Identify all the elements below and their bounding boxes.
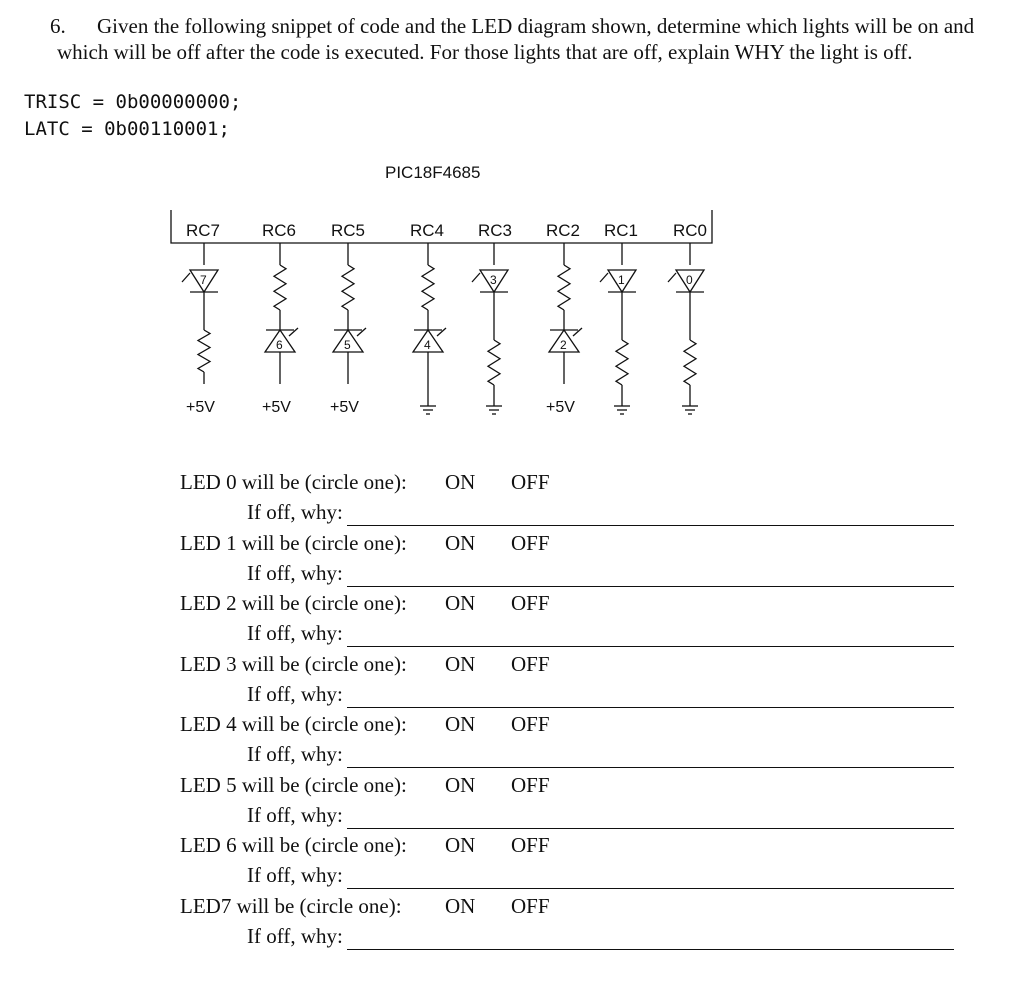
led-7-circuit — [182, 243, 218, 384]
resistor-1 — [616, 340, 628, 385]
resistor-0 — [684, 340, 696, 385]
led-5-why-label: If off, why: — [247, 803, 343, 827]
led-7-question — [180, 894, 960, 954]
led-5-prompt: LED 5 will be (circle one): — [180, 773, 407, 797]
led-7-on-option[interactable]: ON — [445, 894, 476, 918]
led-1-why-label: If off, why: — [247, 561, 343, 585]
led-6-number: 6 — [276, 338, 283, 352]
led-4-why-answer-line[interactable] — [347, 767, 954, 768]
led-6-why-answer-line[interactable] — [347, 888, 954, 889]
led-2-number: 2 — [560, 338, 567, 352]
led-5-on-option[interactable]: ON — [445, 773, 476, 797]
led-7-why-label: If off, why: — [247, 924, 343, 948]
led-4-why-label: If off, why: — [247, 742, 343, 766]
supply-label-rc2: +5V — [546, 399, 575, 416]
led-3-question — [180, 652, 960, 712]
resistor-6 — [274, 265, 286, 310]
led-5-off-option[interactable]: OFF — [511, 773, 550, 797]
led-4-circuit — [413, 243, 446, 414]
led-7-why-answer-line[interactable] — [347, 949, 954, 950]
led-5-question — [180, 773, 960, 833]
led-2-prompt: LED 2 will be (circle one): — [180, 591, 407, 615]
led-6-off-option[interactable]: OFF — [511, 833, 550, 857]
resistor-2 — [558, 265, 570, 310]
led-6-why-label: If off, why: — [247, 863, 343, 887]
led-4-off-option[interactable]: OFF — [511, 712, 550, 736]
led-0-question — [180, 470, 960, 530]
led-3-prompt: LED 3 will be (circle one): — [180, 652, 407, 676]
resistor-7 — [198, 330, 210, 372]
pin-label-rc3: RC3 — [478, 221, 513, 240]
led-7-number: 7 — [200, 273, 207, 287]
resistor-3 — [488, 340, 500, 385]
led-0-on-option[interactable]: ON — [445, 470, 476, 494]
led-1-prompt: LED 1 will be (circle one): — [180, 531, 407, 555]
led-0-why-answer-line[interactable] — [347, 525, 954, 526]
led-1-why-answer-line[interactable] — [347, 586, 954, 587]
question-text-line2: which will be off after the code is executed. For those lights that are off, explain WHY the light is off. — [57, 40, 913, 64]
led-3-on-option[interactable]: ON — [445, 652, 476, 676]
led-circuit-diagram — [0, 150, 1024, 440]
led-5-circuit — [333, 243, 366, 384]
led-2-why-answer-line[interactable] — [347, 646, 954, 647]
led-0-prompt: LED 0 will be (circle one): — [180, 470, 407, 494]
led-2-question — [180, 591, 960, 651]
led-3-why-answer-line[interactable] — [347, 707, 954, 708]
led-2-on-option[interactable]: ON — [445, 591, 476, 615]
led-0-off-option[interactable]: OFF — [511, 470, 550, 494]
led-1-on-option[interactable]: ON — [445, 531, 476, 555]
led-5-number: 5 — [344, 338, 351, 352]
code-line-trisc: TRISC = 0b00000000; — [24, 91, 242, 113]
led-7-off-option[interactable]: OFF — [511, 894, 550, 918]
led-3-why-label: If off, why: — [247, 682, 343, 706]
pin-label-rc5: RC5 — [331, 221, 366, 240]
led-4-on-option[interactable]: ON — [445, 712, 476, 736]
supply-label-rc7: +5V — [186, 399, 215, 416]
led-2-why-label: If off, why: — [247, 621, 343, 645]
pin-label-rc7: RC7 — [186, 221, 221, 240]
pin-label-rc6: RC6 — [262, 221, 297, 240]
led-6-prompt: LED 6 will be (circle one): — [180, 833, 407, 857]
question-text-line1: Given the following snippet of code and the LED diagram shown, determine which lights will be on and — [97, 14, 975, 38]
pin-label-rc1: RC1 — [604, 221, 639, 240]
led-1-off-option[interactable]: OFF — [511, 531, 550, 555]
led-6-on-option[interactable]: ON — [445, 833, 476, 857]
led-4-number: 4 — [424, 338, 431, 352]
led-3-circuit — [472, 243, 508, 414]
question-number: 6. — [50, 14, 66, 38]
led-0-why-label: If off, why: — [247, 500, 343, 524]
led-6-circuit — [265, 243, 298, 384]
led-3-number: 3 — [490, 273, 497, 287]
led-1-number: 1 — [618, 273, 625, 287]
supply-label-rc6: +5V — [262, 399, 291, 416]
pin-label-rc0: RC0 — [673, 221, 708, 240]
resistor-4 — [422, 265, 434, 310]
resistor-5 — [342, 265, 354, 310]
led-0-circuit — [668, 243, 704, 414]
pin-label-rc4: RC4 — [410, 221, 445, 240]
led-1-circuit — [600, 243, 636, 414]
led-3-off-option[interactable]: OFF — [511, 652, 550, 676]
supply-label-rc5: +5V — [330, 399, 359, 416]
led-4-prompt: LED 4 will be (circle one): — [180, 712, 407, 736]
code-line-latc: LATC = 0b00110001; — [24, 118, 230, 140]
led-2-circuit — [549, 243, 582, 384]
led-6-question — [180, 833, 960, 893]
led-4-question — [180, 712, 960, 772]
pin-label-rc2: RC2 — [546, 221, 581, 240]
led-5-why-answer-line[interactable] — [347, 828, 954, 829]
led-0-number: 0 — [686, 273, 693, 287]
led-2-off-option[interactable]: OFF — [511, 591, 550, 615]
chip-label: PIC18F4685 — [385, 163, 481, 182]
led-7-prompt: LED7 will be (circle one): — [180, 894, 402, 918]
led-1-question — [180, 531, 960, 591]
